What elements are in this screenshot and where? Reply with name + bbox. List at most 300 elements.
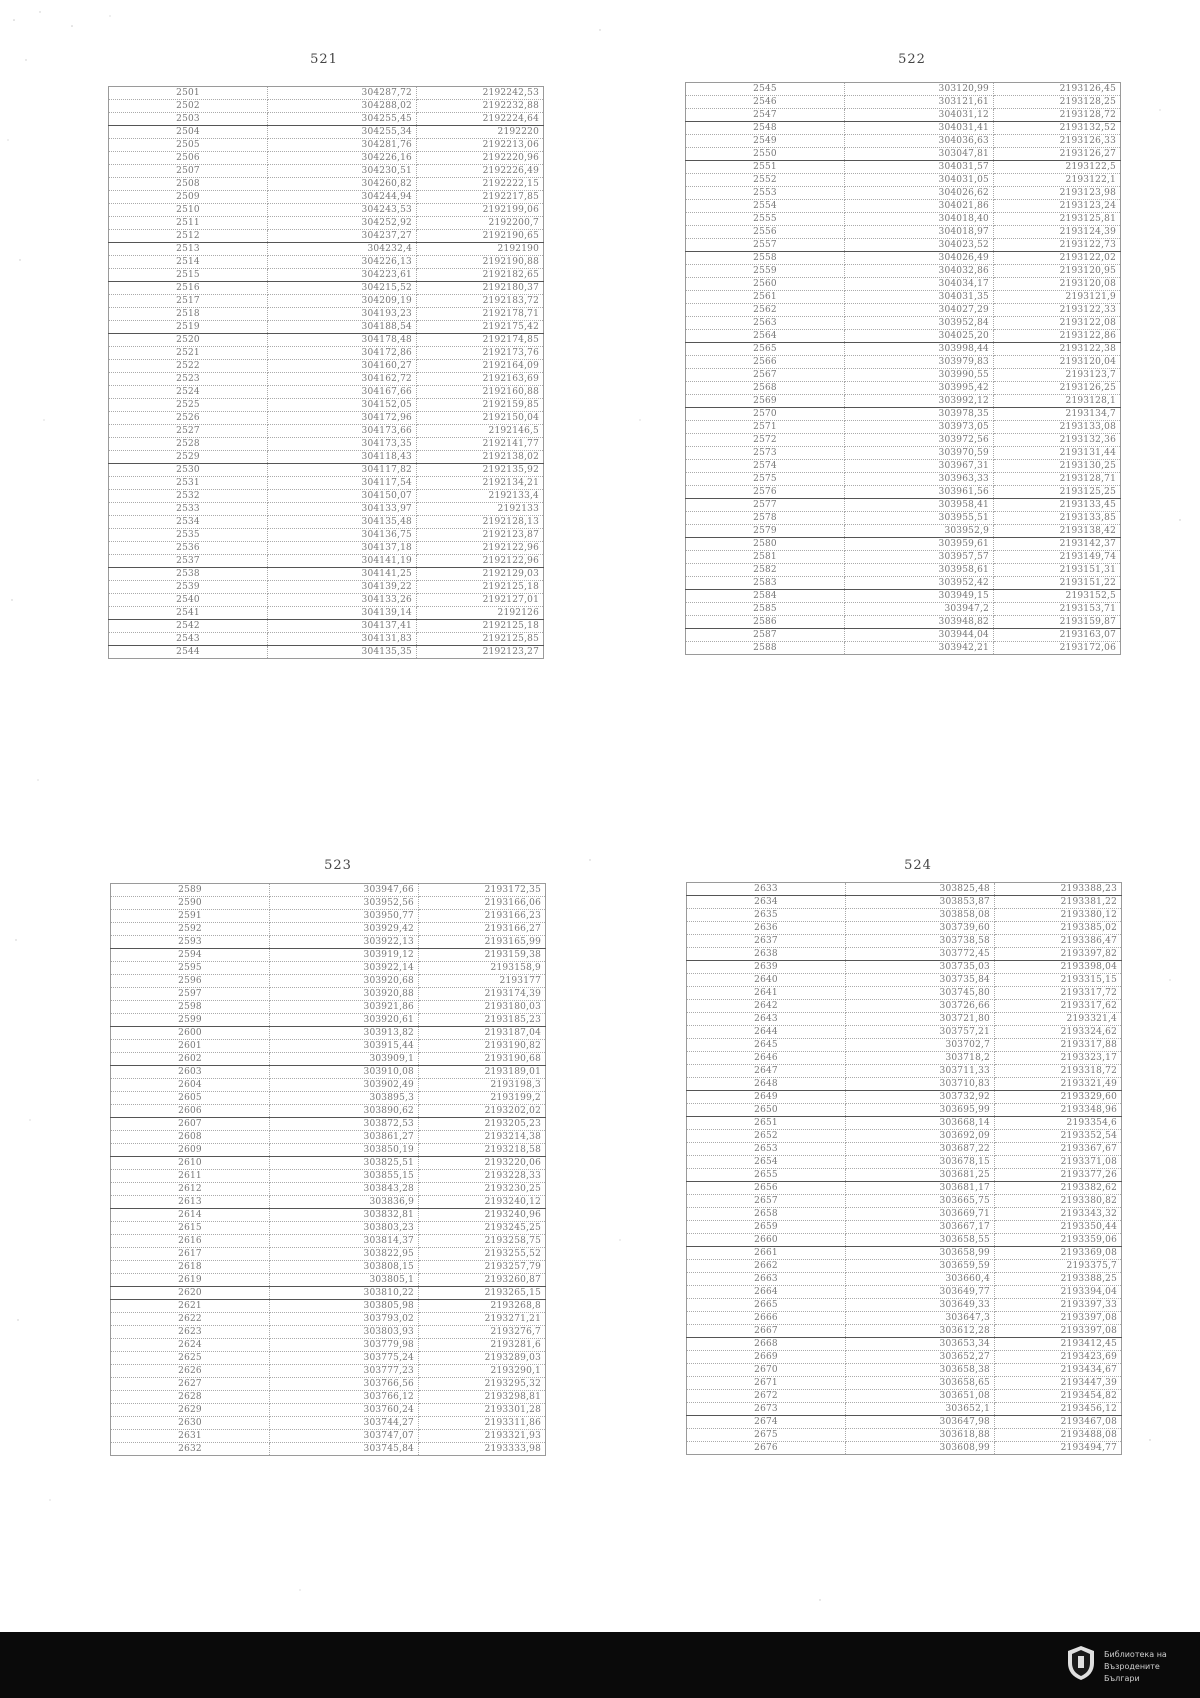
point-number-cell: 2595 — [111, 962, 270, 975]
x-coordinate-cell: 303947,66 — [270, 884, 419, 897]
table-row — [109, 217, 544, 230]
y-coordinate-cell: 2192141,77 — [417, 438, 544, 451]
x-coordinate-cell: 303747,07 — [270, 1430, 419, 1443]
y-coordinate-cell: 2193311,86 — [419, 1417, 546, 1430]
x-coordinate-cell: 303850,19 — [270, 1144, 419, 1157]
table-row — [111, 1170, 546, 1183]
y-coordinate-cell: 2192133,4 — [417, 490, 544, 503]
coordinate-table-523 — [110, 883, 546, 1456]
point-number-cell: 2542 — [109, 620, 268, 633]
x-coordinate-cell: 304018,97 — [845, 226, 994, 239]
table-row — [686, 122, 1121, 135]
y-coordinate-cell: 2193151,31 — [994, 564, 1121, 577]
table-row — [686, 291, 1121, 304]
table-row — [687, 1156, 1122, 1169]
point-number-cell: 2665 — [687, 1299, 846, 1312]
y-coordinate-cell: 2192220 — [417, 126, 544, 139]
y-coordinate-cell: 2193122,5 — [994, 161, 1121, 174]
point-number-cell: 2639 — [687, 961, 846, 974]
table-row — [111, 975, 546, 988]
point-number-cell: 2564 — [686, 330, 845, 343]
point-number-cell: 2599 — [111, 1014, 270, 1027]
x-coordinate-cell: 303738,58 — [846, 935, 995, 948]
x-coordinate-cell: 304141,25 — [268, 568, 417, 581]
y-coordinate-cell: 2193120,08 — [994, 278, 1121, 291]
table-row — [686, 187, 1121, 200]
table-row — [111, 910, 546, 923]
y-coordinate-cell: 2193369,08 — [995, 1247, 1122, 1260]
x-coordinate-cell: 304031,41 — [845, 122, 994, 135]
table-row — [111, 1157, 546, 1170]
y-coordinate-cell: 2192123,87 — [417, 529, 544, 542]
point-number-cell: 2559 — [686, 265, 845, 278]
x-coordinate-cell: 303660,4 — [846, 1273, 995, 1286]
table-row — [686, 590, 1121, 603]
x-coordinate-cell: 303955,51 — [845, 512, 994, 525]
point-number-cell: 2532 — [109, 490, 268, 503]
point-number-cell: 2581 — [686, 551, 845, 564]
y-coordinate-cell: 2193177 — [419, 975, 546, 988]
point-number-cell: 2584 — [686, 590, 845, 603]
x-coordinate-cell: 303687,22 — [846, 1143, 995, 1156]
point-number-cell: 2502 — [109, 100, 268, 113]
table-row — [111, 897, 546, 910]
y-coordinate-cell: 2193321,49 — [995, 1078, 1122, 1091]
table-row — [109, 126, 544, 139]
table-row — [686, 135, 1121, 148]
table-row — [687, 1130, 1122, 1143]
point-number-cell: 2662 — [687, 1260, 846, 1273]
x-coordinate-cell: 304136,75 — [268, 529, 417, 542]
coordinate-table-524 — [686, 882, 1122, 1455]
x-coordinate-cell: 304137,41 — [268, 620, 417, 633]
x-coordinate-cell: 303929,42 — [270, 923, 419, 936]
page-number-524: 524 — [904, 858, 932, 873]
point-number-cell: 2549 — [686, 135, 845, 148]
x-coordinate-cell: 303944,04 — [845, 629, 994, 642]
x-coordinate-cell: 304226,13 — [268, 256, 417, 269]
table-row — [111, 1430, 546, 1443]
y-coordinate-cell: 2193352,54 — [995, 1130, 1122, 1143]
table-row — [687, 1169, 1122, 1182]
point-number-cell: 2572 — [686, 434, 845, 447]
point-number-cell: 2573 — [686, 447, 845, 460]
y-coordinate-cell: 2193295,32 — [419, 1378, 546, 1391]
y-coordinate-cell: 2193138,42 — [994, 525, 1121, 538]
table-row — [686, 174, 1121, 187]
y-coordinate-cell: 2193128,72 — [994, 109, 1121, 122]
footer-line-2: Възродените Българи — [1104, 1662, 1160, 1683]
x-coordinate-cell: 303913,82 — [270, 1027, 419, 1040]
point-number-cell: 2624 — [111, 1339, 270, 1352]
y-coordinate-cell: 2193454,82 — [995, 1390, 1122, 1403]
y-coordinate-cell: 2193166,06 — [419, 897, 546, 910]
table-row — [111, 1417, 546, 1430]
y-coordinate-cell: 2193128,25 — [994, 96, 1121, 109]
x-coordinate-cell: 303990,55 — [845, 369, 994, 382]
y-coordinate-cell: 2193151,22 — [994, 577, 1121, 590]
table-row — [686, 109, 1121, 122]
x-coordinate-cell: 303120,99 — [845, 83, 994, 96]
table-row — [109, 334, 544, 347]
point-number-cell: 2509 — [109, 191, 268, 204]
point-number-cell: 2601 — [111, 1040, 270, 1053]
table-row — [111, 1014, 546, 1027]
x-coordinate-cell: 303658,55 — [846, 1234, 995, 1247]
table-row — [687, 1221, 1122, 1234]
point-number-cell: 2557 — [686, 239, 845, 252]
point-number-cell: 2597 — [111, 988, 270, 1001]
table-row — [687, 1312, 1122, 1325]
table-row — [686, 200, 1121, 213]
point-number-cell: 2546 — [686, 96, 845, 109]
y-coordinate-cell: 2193301,28 — [419, 1404, 546, 1417]
table-row — [109, 412, 544, 425]
y-coordinate-cell: 2192163,69 — [417, 373, 544, 386]
table-row — [109, 607, 544, 620]
y-coordinate-cell: 2193126,45 — [994, 83, 1121, 96]
y-coordinate-cell: 2193240,96 — [419, 1209, 546, 1222]
point-number-cell: 2504 — [109, 126, 268, 139]
point-number-cell: 2577 — [686, 499, 845, 512]
point-number-cell: 2585 — [686, 603, 845, 616]
y-coordinate-cell: 2192173,76 — [417, 347, 544, 360]
y-coordinate-cell: 2193333,98 — [419, 1443, 546, 1456]
x-coordinate-cell: 303995,42 — [845, 382, 994, 395]
point-number-cell: 2511 — [109, 217, 268, 230]
x-coordinate-cell: 304131,83 — [268, 633, 417, 646]
y-coordinate-cell: 2193388,25 — [995, 1273, 1122, 1286]
x-coordinate-cell: 303970,59 — [845, 447, 994, 460]
y-coordinate-cell: 2193131,44 — [994, 447, 1121, 460]
y-coordinate-cell: 2192220,96 — [417, 152, 544, 165]
table-row — [109, 87, 544, 100]
y-coordinate-cell: 2193142,37 — [994, 538, 1121, 551]
y-coordinate-cell: 2192122,96 — [417, 555, 544, 568]
point-number-cell: 2545 — [686, 83, 845, 96]
x-coordinate-cell: 304021,86 — [845, 200, 994, 213]
table-row — [687, 1000, 1122, 1013]
y-coordinate-cell: 2193245,25 — [419, 1222, 546, 1235]
y-coordinate-cell: 2193343,32 — [995, 1208, 1122, 1221]
x-coordinate-cell: 304135,48 — [268, 516, 417, 529]
y-coordinate-cell: 2193321,93 — [419, 1430, 546, 1443]
x-coordinate-cell: 303978,35 — [845, 408, 994, 421]
point-number-cell: 2623 — [111, 1326, 270, 1339]
table-row — [109, 178, 544, 191]
point-number-cell: 2607 — [111, 1118, 270, 1131]
table-row — [687, 883, 1122, 896]
y-coordinate-cell: 2193397,08 — [995, 1312, 1122, 1325]
table-row — [687, 1078, 1122, 1091]
y-coordinate-cell: 2192127,01 — [417, 594, 544, 607]
y-coordinate-cell: 2192128,13 — [417, 516, 544, 529]
point-number-cell: 2588 — [686, 642, 845, 655]
y-coordinate-cell: 2193381,22 — [995, 896, 1122, 909]
x-coordinate-cell: 303915,44 — [270, 1040, 419, 1053]
point-number-cell: 2578 — [686, 512, 845, 525]
x-coordinate-cell: 303681,17 — [846, 1182, 995, 1195]
y-coordinate-cell: 2193185,23 — [419, 1014, 546, 1027]
y-coordinate-cell: 2193255,52 — [419, 1248, 546, 1261]
y-coordinate-cell: 2193120,04 — [994, 356, 1121, 369]
x-coordinate-cell: 303920,68 — [270, 975, 419, 988]
table-row — [686, 265, 1121, 278]
y-coordinate-cell: 2193388,23 — [995, 883, 1122, 896]
point-number-cell: 2593 — [111, 936, 270, 949]
table-row — [686, 96, 1121, 109]
point-number-cell: 2668 — [687, 1338, 846, 1351]
y-coordinate-cell: 2193354,6 — [995, 1117, 1122, 1130]
table-row — [686, 226, 1121, 239]
x-coordinate-cell: 304133,97 — [268, 503, 417, 516]
point-number-cell: 2548 — [686, 122, 845, 135]
x-coordinate-cell: 303735,84 — [846, 974, 995, 987]
point-number-cell: 2510 — [109, 204, 268, 217]
y-coordinate-cell: 2193132,52 — [994, 122, 1121, 135]
y-coordinate-cell: 2193124,39 — [994, 226, 1121, 239]
x-coordinate-cell: 303825,51 — [270, 1157, 419, 1170]
table-row — [111, 1443, 546, 1456]
point-number-cell: 2562 — [686, 304, 845, 317]
table-row — [109, 451, 544, 464]
x-coordinate-cell: 303653,34 — [846, 1338, 995, 1351]
table-row — [111, 1222, 546, 1235]
table-row — [111, 1092, 546, 1105]
point-number-cell: 2615 — [111, 1222, 270, 1235]
point-number-cell: 2516 — [109, 282, 268, 295]
y-coordinate-cell: 2193375,7 — [995, 1260, 1122, 1273]
table-row — [109, 204, 544, 217]
footer-library-name — [1104, 1649, 1196, 1685]
y-coordinate-cell: 2192134,21 — [417, 477, 544, 490]
table-row — [686, 642, 1121, 655]
point-number-cell: 2550 — [686, 148, 845, 161]
point-number-cell: 2622 — [111, 1313, 270, 1326]
table-row — [109, 113, 544, 126]
x-coordinate-cell: 303766,12 — [270, 1391, 419, 1404]
table-row — [109, 139, 544, 152]
table-row — [109, 360, 544, 373]
point-number-cell: 2551 — [686, 161, 845, 174]
y-coordinate-cell: 2193298,81 — [419, 1391, 546, 1404]
table-row — [109, 347, 544, 360]
y-coordinate-cell: 2192133 — [417, 503, 544, 516]
table-row — [686, 369, 1121, 382]
x-coordinate-cell: 304209,19 — [268, 295, 417, 308]
table-row — [109, 295, 544, 308]
y-coordinate-cell: 2193258,75 — [419, 1235, 546, 1248]
point-number-cell: 2620 — [111, 1287, 270, 1300]
table-row — [687, 1247, 1122, 1260]
x-coordinate-cell: 304027,29 — [845, 304, 994, 317]
x-coordinate-cell: 303735,03 — [846, 961, 995, 974]
y-coordinate-cell: 2193323,17 — [995, 1052, 1122, 1065]
table-row — [687, 1234, 1122, 1247]
point-number-cell: 2552 — [686, 174, 845, 187]
x-coordinate-cell: 303952,84 — [845, 317, 994, 330]
point-number-cell: 2556 — [686, 226, 845, 239]
table-row — [109, 165, 544, 178]
point-number-cell: 2571 — [686, 421, 845, 434]
table-row — [111, 1144, 546, 1157]
x-coordinate-cell: 304255,34 — [268, 126, 417, 139]
x-coordinate-cell: 304034,17 — [845, 278, 994, 291]
x-coordinate-cell: 303972,56 — [845, 434, 994, 447]
point-number-cell: 2555 — [686, 213, 845, 226]
table-row — [109, 490, 544, 503]
x-coordinate-cell: 304230,51 — [268, 165, 417, 178]
table-row — [687, 1403, 1122, 1416]
point-number-cell: 2613 — [111, 1196, 270, 1209]
point-number-cell: 2536 — [109, 542, 268, 555]
table-row — [686, 577, 1121, 590]
y-coordinate-cell: 2192222,15 — [417, 178, 544, 191]
table-row — [109, 100, 544, 113]
point-number-cell: 2651 — [687, 1117, 846, 1130]
table-row — [109, 243, 544, 256]
table-row — [111, 1391, 546, 1404]
x-coordinate-cell: 303958,41 — [845, 499, 994, 512]
point-number-cell: 2645 — [687, 1039, 846, 1052]
table-row — [111, 1079, 546, 1092]
x-coordinate-cell: 304133,26 — [268, 594, 417, 607]
y-coordinate-cell: 2193122,1 — [994, 174, 1121, 187]
table-row — [686, 356, 1121, 369]
point-number-cell: 2583 — [686, 577, 845, 590]
table-row — [687, 1091, 1122, 1104]
x-coordinate-cell: 303779,98 — [270, 1339, 419, 1352]
y-coordinate-cell: 2193324,62 — [995, 1026, 1122, 1039]
x-coordinate-cell: 303777,23 — [270, 1365, 419, 1378]
point-number-cell: 2631 — [111, 1430, 270, 1443]
x-coordinate-cell: 303757,21 — [846, 1026, 995, 1039]
x-coordinate-cell: 303647,3 — [846, 1312, 995, 1325]
y-coordinate-cell: 2193456,12 — [995, 1403, 1122, 1416]
table-row — [109, 581, 544, 594]
point-number-cell: 2667 — [687, 1325, 846, 1338]
table-row — [687, 1377, 1122, 1390]
x-coordinate-cell: 303952,42 — [845, 577, 994, 590]
x-coordinate-cell: 303979,83 — [845, 356, 994, 369]
y-coordinate-cell: 2193133,45 — [994, 499, 1121, 512]
table-row — [111, 1131, 546, 1144]
x-coordinate-cell: 303649,33 — [846, 1299, 995, 1312]
x-coordinate-cell: 303810,22 — [270, 1287, 419, 1300]
x-coordinate-cell: 303745,80 — [846, 987, 995, 1000]
table-row — [687, 1299, 1122, 1312]
table-row — [687, 987, 1122, 1000]
point-number-cell: 2635 — [687, 909, 846, 922]
x-coordinate-cell: 304260,82 — [268, 178, 417, 191]
y-coordinate-cell: 2193153,71 — [994, 603, 1121, 616]
point-number-cell: 2520 — [109, 334, 268, 347]
table-row — [111, 1209, 546, 1222]
y-coordinate-cell: 2193397,08 — [995, 1325, 1122, 1338]
point-number-cell: 2537 — [109, 555, 268, 568]
table-row — [687, 1013, 1122, 1026]
table-row — [109, 386, 544, 399]
x-coordinate-cell: 303855,15 — [270, 1170, 419, 1183]
y-coordinate-cell: 2192174,85 — [417, 334, 544, 347]
point-number-cell: 2646 — [687, 1052, 846, 1065]
point-number-cell: 2525 — [109, 399, 268, 412]
table-row — [111, 1365, 546, 1378]
y-coordinate-cell: 2193126,27 — [994, 148, 1121, 161]
y-coordinate-cell: 2193180,03 — [419, 1001, 546, 1014]
x-coordinate-cell: 304237,27 — [268, 230, 417, 243]
x-coordinate-cell: 303861,27 — [270, 1131, 419, 1144]
point-number-cell: 2671 — [687, 1377, 846, 1390]
table-row — [111, 1105, 546, 1118]
table-row — [686, 473, 1121, 486]
x-coordinate-cell: 304252,92 — [268, 217, 417, 230]
point-number-cell: 2565 — [686, 343, 845, 356]
table-row — [686, 239, 1121, 252]
table-row — [686, 343, 1121, 356]
point-number-cell: 2596 — [111, 975, 270, 988]
point-number-cell: 2522 — [109, 360, 268, 373]
point-number-cell: 2675 — [687, 1429, 846, 1442]
table-row — [687, 1065, 1122, 1078]
point-number-cell: 2529 — [109, 451, 268, 464]
point-number-cell: 2676 — [687, 1442, 846, 1455]
y-coordinate-cell: 2193412,45 — [995, 1338, 1122, 1351]
x-coordinate-cell: 304173,35 — [268, 438, 417, 451]
table-row — [686, 278, 1121, 291]
y-coordinate-cell: 2193359,06 — [995, 1234, 1122, 1247]
y-coordinate-cell: 2193447,39 — [995, 1377, 1122, 1390]
x-coordinate-cell: 303649,77 — [846, 1286, 995, 1299]
x-coordinate-cell: 303803,23 — [270, 1222, 419, 1235]
point-number-cell: 2519 — [109, 321, 268, 334]
y-coordinate-cell: 2193271,21 — [419, 1313, 546, 1326]
point-number-cell: 2611 — [111, 1170, 270, 1183]
x-coordinate-cell: 304139,14 — [268, 607, 417, 620]
x-coordinate-cell: 303921,86 — [270, 1001, 419, 1014]
y-coordinate-cell: 2193126,33 — [994, 135, 1121, 148]
table-row — [111, 1196, 546, 1209]
point-number-cell: 2626 — [111, 1365, 270, 1378]
y-coordinate-cell: 2193123,98 — [994, 187, 1121, 200]
x-coordinate-cell: 303808,15 — [270, 1261, 419, 1274]
point-number-cell: 2591 — [111, 910, 270, 923]
point-number-cell: 2531 — [109, 477, 268, 490]
table-row — [687, 896, 1122, 909]
table-row — [686, 161, 1121, 174]
y-coordinate-cell: 2193122,73 — [994, 239, 1121, 252]
y-coordinate-cell: 2192200,7 — [417, 217, 544, 230]
point-number-cell: 2669 — [687, 1351, 846, 1364]
x-coordinate-cell: 303825,48 — [846, 883, 995, 896]
point-number-cell: 2625 — [111, 1352, 270, 1365]
y-coordinate-cell: 2193172,06 — [994, 642, 1121, 655]
point-number-cell: 2544 — [109, 646, 268, 659]
point-number-cell: 2576 — [686, 486, 845, 499]
y-coordinate-cell: 2193260,87 — [419, 1274, 546, 1287]
table-row — [686, 512, 1121, 525]
point-number-cell: 2567 — [686, 369, 845, 382]
y-coordinate-cell: 2192190 — [417, 243, 544, 256]
point-number-cell: 2642 — [687, 1000, 846, 1013]
y-coordinate-cell: 2193128,71 — [994, 473, 1121, 486]
y-coordinate-cell: 2193166,23 — [419, 910, 546, 923]
table-row — [109, 477, 544, 490]
y-coordinate-cell: 2193122,38 — [994, 343, 1121, 356]
point-number-cell: 2603 — [111, 1066, 270, 1079]
x-coordinate-cell: 303805,1 — [270, 1274, 419, 1287]
point-number-cell: 2652 — [687, 1130, 846, 1143]
